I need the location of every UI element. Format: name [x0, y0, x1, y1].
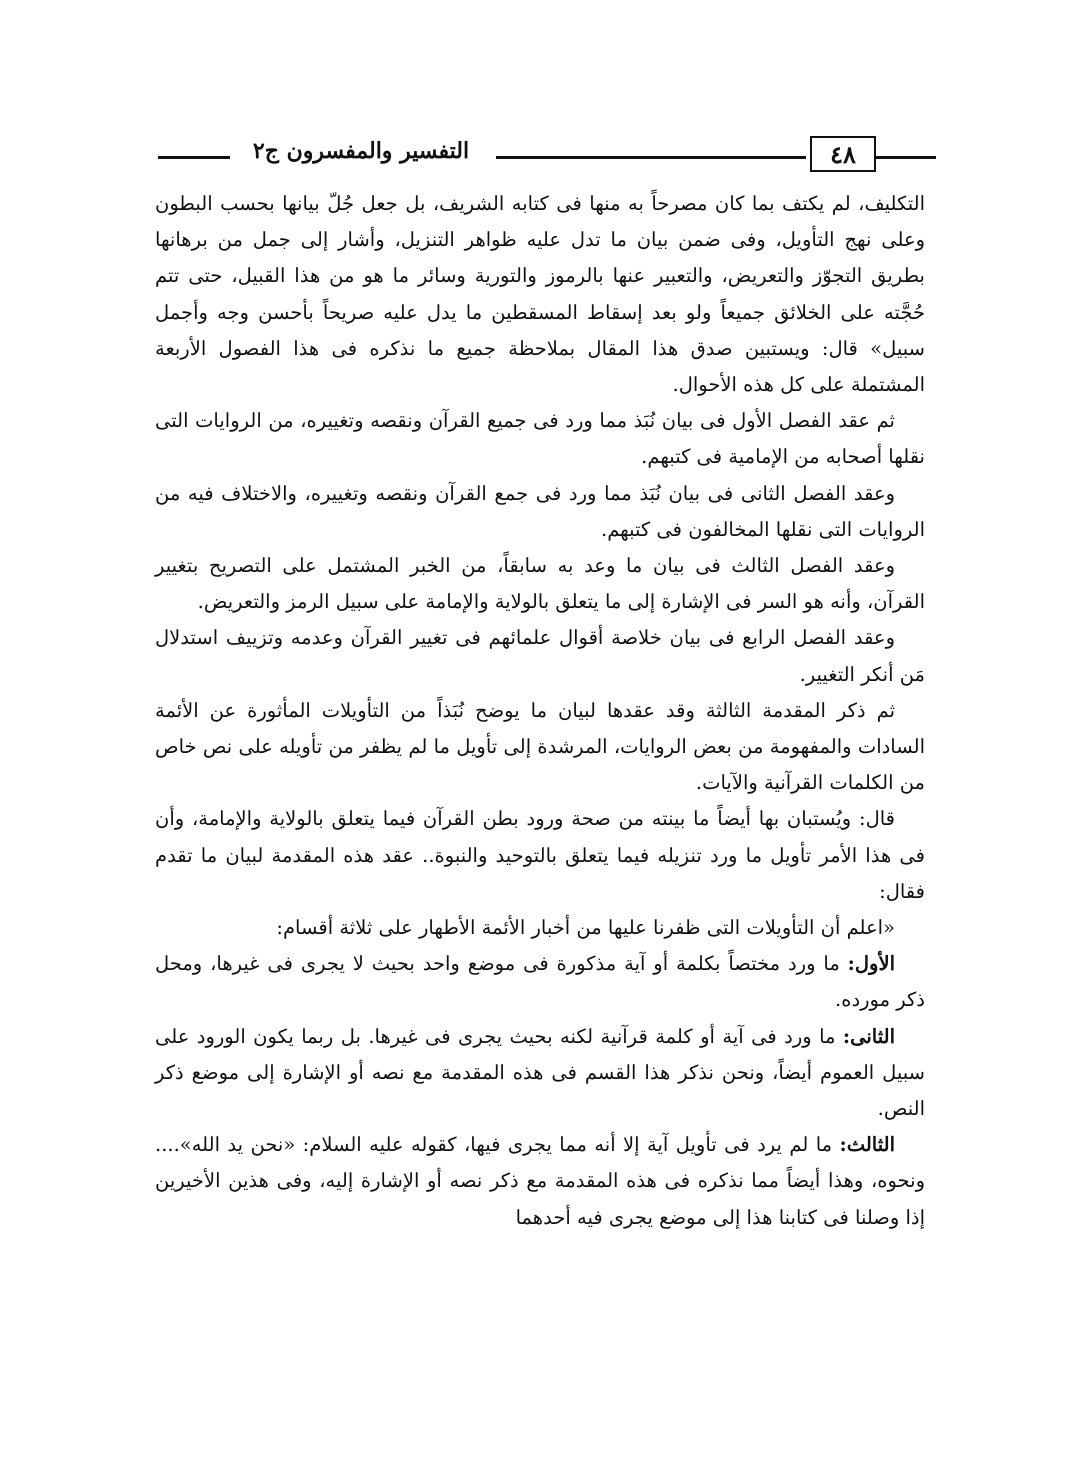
- running-title: التفسير والمفسرون ج٢: [252, 138, 470, 164]
- header-rule-right: [876, 156, 936, 159]
- paragraph: وعقد الفصل الرابع فى بيان خلاصة أقوال علمائهم فى تغيير القرآن وعدمه وتزييف استدلال مَن أنكر التغيير.: [155, 626, 925, 686]
- paragraph: قال: ويُستبان بها أيضاً ما بينته من صحة ورود بطن القرآن فيما يتعلق بالولاية والإمامة، وأن فى هذا الأمر تأويل ما ورد تنزيله فيما يتعلق بالتوحيد والنبوة.. عقد هذه المقدمة لبيان ما تقدم فقال:: [155, 807, 925, 903]
- paragraph: الثانى: ما ورد فى آية أو كلمة قرآنية لكنه بحيث يجرى فى غيرها. بل ربما يكون الورود على سبيل العموم أيضاً، ونحن نذكر هذا القسم فى هذه المقدمة مع نصه أو الإشارة إلى موضع ذكر النص.: [155, 1024, 925, 1121]
- header-rule-left: [158, 156, 230, 159]
- page-number: ٤٨: [810, 136, 876, 172]
- section-lead: الثالث:: [839, 1133, 895, 1157]
- section-lead: الأول:: [847, 952, 895, 976]
- paragraph: «اعلم أن التأويلات التى ظفرنا عليها من أخبار الأئمة الأطهار على ثلاثة أقسام:: [276, 916, 895, 940]
- paragraph: التكليف، لم يكتف بما كان مصرحاً به منها فى كتابه الشريف، بل جعل جُلّ بيانها بحسب البطون وعلى نهج التأويل، وفى ضمن بيان ما تدل عليه ظواهر التنزيل، وأشار إلى جمل من برهانها بطريق التجوّز والتعريض، والتعبير عنها بالرموز والتورية وسائر ما هو من هذا القبيل، حتى تتم حُجَّته على الخلائق جميعاً ولو بعد إسقاط المسقطين ما يدل عليه صريحاً بأحسن وجه وأجمل سبيل» قال: ويستبين صدق هذا المقال بملاحظة جميع ما نذكره فى هذا الفصول الأربعة المشتملة على كل هذه الأحوال.: [155, 192, 925, 397]
- body-text: [155, 186, 925, 1236]
- running-header: [150, 134, 936, 178]
- paragraph: ثم ذكر المقدمة الثالثة وقد عقدها لبيان ما يوضح نُبَذاً من التأويلات المأثورة عن الأئمة السادات والمفهومة من بعض الروايات، المرشدة إلى تأويل ما لم يظفر من تأويله على نص خاص من الكلمات القرآنية والآيات.: [155, 698, 925, 795]
- paragraph: الثالث: ما لم يرد فى تأويل آية إلا أنه مما يجرى فيها، كقوله عليه السلام: «نحن يد الله».... ونحوه، وهذا أيضاً مما نذكره فى هذه المقدمة مع ذكر نصه أو الإشارة إليه، وفى هذين الأخيرين إذا وصلنا فى كتابنا هذا إلى موضع يجرى فيه أحدهما: [155, 1133, 925, 1229]
- section-lead: الثانى:: [842, 1024, 895, 1048]
- paragraph: ثم عقد الفصل الأول فى بيان نُبَذ مما ورد فى جميع القرآن ونقصه وتغييره، من الروايات التى نقلها أصحابه من الإمامية فى كتبهم.: [155, 409, 925, 469]
- header-rule-middle: [496, 156, 806, 159]
- paragraph: وعقد الفصل الثالث فى بيان ما وعد به سابقاً، من الخبر المشتمل على التصريح بتغيير القرآن، وأنه هو السر فى الإشارة إلى ما يتعلق بالولاية والإمامة على سبيل الرمز والتعريض.: [155, 554, 925, 614]
- paragraph: وعقد الفصل الثانى فى بيان نُبَذ مما ورد فى جمع القرآن ونقصه وتغييره، والاختلاف فيه من الروايات التى نقلها المخالفون فى كتبهم.: [155, 481, 925, 541]
- paragraph: الأول: ما ورد مختصاً بكلمة أو آية مذكورة فى موضع واحد بحيث لا يجرى فى غيرها، ومحل ذكر مورده.: [155, 952, 925, 1012]
